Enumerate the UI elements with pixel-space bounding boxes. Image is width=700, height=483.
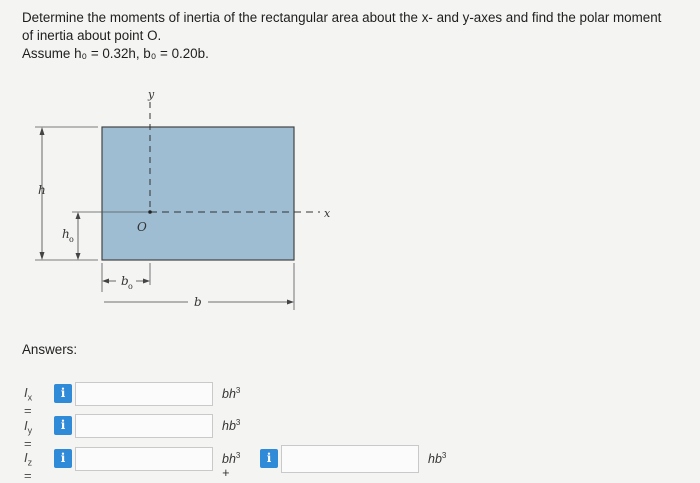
iz-var: I bbox=[24, 450, 28, 465]
iy-sub: y bbox=[27, 425, 33, 436]
origin-label: O bbox=[137, 220, 147, 234]
iz-unit-base-2: hb bbox=[428, 452, 442, 467]
iy-info-button[interactable]: i bbox=[54, 416, 72, 435]
x-axis-label: x bbox=[324, 207, 331, 220]
ix-equals: = bbox=[24, 402, 32, 418]
problem-text-line1: Determine the moments of inertia of the rectangular area about the x- and y-axes and find the polar moment bbox=[22, 10, 662, 25]
ix-unit bbox=[222, 386, 240, 401]
iy-symbol bbox=[24, 418, 32, 451]
iz-answer-input-1[interactable] bbox=[75, 447, 213, 471]
iz-unit-1 bbox=[222, 451, 240, 480]
h-label: h bbox=[38, 183, 46, 197]
iz-symbol bbox=[24, 450, 32, 483]
h0-arrow-bottom bbox=[76, 253, 81, 260]
iz-sub: z bbox=[27, 457, 33, 468]
problem-text-line2: of inertia about point O. bbox=[22, 28, 162, 43]
iz-unit-2 bbox=[428, 451, 446, 466]
rectangle-area bbox=[102, 127, 294, 260]
b-label: b bbox=[194, 295, 202, 309]
y-axis-label: y bbox=[148, 88, 155, 101]
b0-arrow-left bbox=[102, 279, 109, 284]
iz-info-button-1[interactable]: i bbox=[54, 449, 72, 468]
ix-symbol bbox=[24, 385, 32, 418]
answers-label: Answers: bbox=[22, 342, 78, 357]
iy-var: I bbox=[24, 418, 28, 433]
b0-label: b bbox=[121, 274, 129, 288]
ix-info-button[interactable]: i bbox=[54, 384, 72, 403]
iz-unit-exp-2: 3 bbox=[441, 451, 447, 460]
iz-unit-exp-1: 3 bbox=[235, 451, 241, 460]
h0-arrow-top bbox=[76, 212, 81, 219]
problem-assumption: Assume h₀ = 0.32h, b₀ = 0.20b. bbox=[22, 46, 209, 61]
origin-point bbox=[148, 210, 152, 214]
iz-equals: = bbox=[24, 467, 32, 483]
iz-plus: + bbox=[222, 466, 230, 481]
b0-label-sub: o bbox=[128, 282, 133, 291]
b0-arrow-right bbox=[143, 279, 150, 284]
iy-unit-exp: 3 bbox=[235, 418, 241, 427]
iz-info-button-2[interactable]: i bbox=[260, 449, 278, 468]
ix-answer-input[interactable] bbox=[75, 382, 213, 406]
iy-unit bbox=[222, 418, 240, 433]
iy-answer-input[interactable] bbox=[75, 414, 213, 438]
b-arrow-right bbox=[287, 300, 294, 305]
ix-unit-exp: 3 bbox=[235, 386, 241, 395]
h0-label-sub: o bbox=[69, 235, 74, 244]
iz-answer-input-2[interactable] bbox=[281, 445, 419, 473]
ix-sub: x bbox=[27, 392, 33, 403]
ix-var: I bbox=[24, 385, 28, 400]
ix-unit-base: bh bbox=[222, 387, 236, 402]
h0-label: h bbox=[62, 227, 70, 241]
iy-unit-base: hb bbox=[222, 419, 236, 434]
h-arrow-top bbox=[40, 127, 45, 135]
h-arrow-bottom bbox=[40, 252, 45, 260]
iz-unit-base-1: bh bbox=[222, 452, 236, 467]
iy-equals: = bbox=[24, 435, 32, 451]
